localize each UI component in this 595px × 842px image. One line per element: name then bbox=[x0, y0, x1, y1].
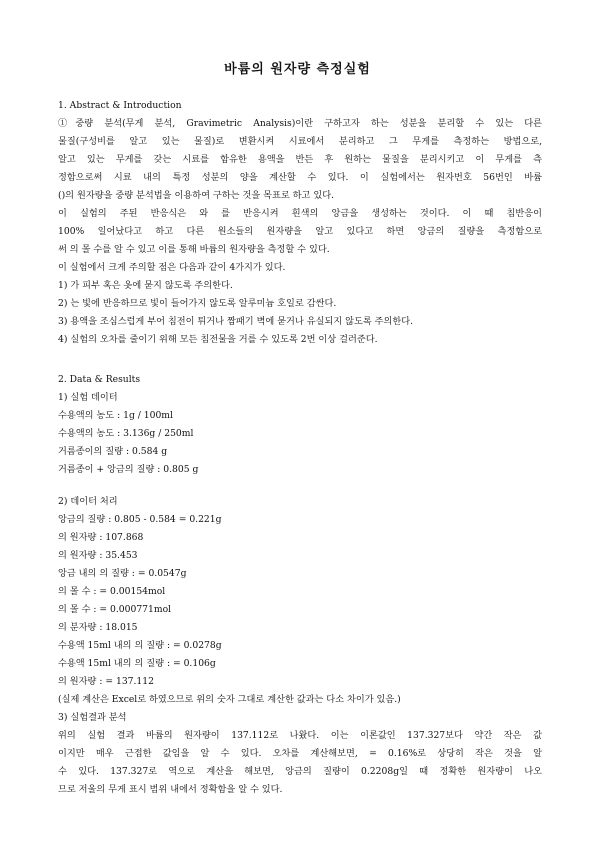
caution-item: 4) 실험의 오차를 줄이기 위해 모든 침전물을 거를 수 있도록 2번 이상 걸러준다. bbox=[58, 334, 378, 345]
calc-line: 의 원자량 : 107.868 bbox=[58, 532, 144, 543]
data-line: 거름종이 + 앙금의 질량 : 0.805 g bbox=[58, 464, 199, 475]
calc-line: 앙금의 질량 : 0.805 - 0.584 = 0.221g bbox=[58, 514, 222, 525]
paragraph-line: 정함으로써 시료 내의 특정 성분의 양을 계산할 수 있다. 이 실험에서는 원자번호 56번인 바륨 bbox=[58, 172, 542, 183]
document-title: 바륨의 원자량 측정실험 bbox=[224, 62, 371, 77]
paragraph-line: 이 실험의 주된 반응식은 와 를 반응시켜 흰색의 앙금을 생성하는 것이다. 이 때 침반응이 bbox=[58, 208, 542, 219]
paragraph-line: ()의 원자량을 중량 분석법을 이용하여 구하는 것을 목표로 하고 있다. bbox=[58, 190, 335, 201]
paragraph-line: 이 실험에서 크게 주의할 점은 다음과 같이 4가지가 있다. bbox=[58, 262, 286, 273]
calc-line: 의 분자량 : 18.015 bbox=[58, 622, 138, 633]
paragraph-line: 알고 있는 무게를 갖는 시료를 함유한 용액을 반든 후 원하는 물질을 분리시키고 이 무게를 측 bbox=[58, 154, 542, 165]
subsection-heading-experiment-data: 1) 실험 데이터 bbox=[58, 392, 118, 403]
section-heading-abstract: 1. Abstract & Introduction bbox=[58, 100, 182, 111]
paragraph-line: 물질(구성비를 알고 있는 물질)로 변환시켜 시료에서 분리하고 그 무게를 측정하는 방법으로, bbox=[58, 136, 542, 147]
calc-line: 의 몰 수 : = 0.00154mol bbox=[58, 586, 166, 597]
calc-line: 의 원자량 : 35.453 bbox=[58, 550, 138, 561]
section-heading-results: 2. Data & Results bbox=[58, 374, 141, 385]
subsection-heading-data-processing: 2) 데이터 처리 bbox=[58, 496, 118, 507]
calc-line: 수용액 15ml 내의 의 질량 : = 0.0278g bbox=[58, 640, 222, 651]
paragraph-line: 써 의 몰 수를 알 수 있고 이를 통해 바륨의 원자량을 측정할 수 있다. bbox=[58, 244, 330, 255]
paragraph-line: 100% 일어났다고 하고 다른 원소들의 원자량을 알고 있다고 하면 앙금의 질량을 측정함으로 bbox=[58, 226, 542, 237]
calc-line: 의 몰 수 : = 0.000771mol bbox=[58, 604, 172, 615]
caution-item: 1) 가 피부 혹은 옷에 묻지 않도록 주의한다. bbox=[58, 280, 233, 291]
analysis-line: 이지만 매우 근접한 값임을 알 수 있다. 오차를 계산해보면, = 0.16%로 상당히 작은 것을 알 bbox=[58, 748, 542, 759]
calc-line: 수용액 15ml 내의 의 질량 : = 0.106g bbox=[58, 658, 216, 669]
caution-item: 2) 는 빛에 반응하므로 빛이 들어가지 않도록 알루미늄 호일로 감싼다. bbox=[58, 298, 337, 309]
data-line: 수용액의 농도 : 1g / 100ml bbox=[58, 410, 173, 421]
paragraph-line: ①중량 분석(무게 분석, Gravimetric Analysis)이란 구하고자 하는 성분을 분리할 수 있는 다른 bbox=[58, 118, 542, 129]
analysis-line: 수 있다. 137.327로 역으로 계산을 해보면, 앙금의 질량이 0.2208g일 때 정확한 원자량이 나오 bbox=[58, 766, 542, 777]
subsection-heading-analysis: 3) 실험결과 분석 bbox=[58, 712, 127, 723]
analysis-line: 위의 실험 결과 바륨의 원자량이 137.112로 나왔다. 이는 이론값인 137.327보다 약간 작은 값 bbox=[58, 730, 542, 741]
calc-line: 의 원자량 : = 137.112 bbox=[58, 676, 154, 687]
calc-note: (실제 계산은 Excel로 하였으므로 위의 숫자 그대로 계산한 값과는 다소 차이가 있음.) bbox=[58, 694, 401, 705]
caution-item: 3) 용액을 조심스럽게 부어 침전이 튀거나 짬패기 벽에 묻거나 유실되지 않도록 주의한다. bbox=[58, 316, 414, 327]
data-line: 거름종이의 질량 : 0.584 g bbox=[58, 446, 168, 457]
analysis-line: 므로 저울의 무게 표시 범위 내에서 정확함을 알 수 있다. bbox=[58, 784, 283, 795]
data-line: 수용액의 농도 : 3.136g / 250ml bbox=[58, 428, 194, 439]
calc-line: 앙금 내의 의 질량 : = 0.0547g bbox=[58, 568, 187, 579]
